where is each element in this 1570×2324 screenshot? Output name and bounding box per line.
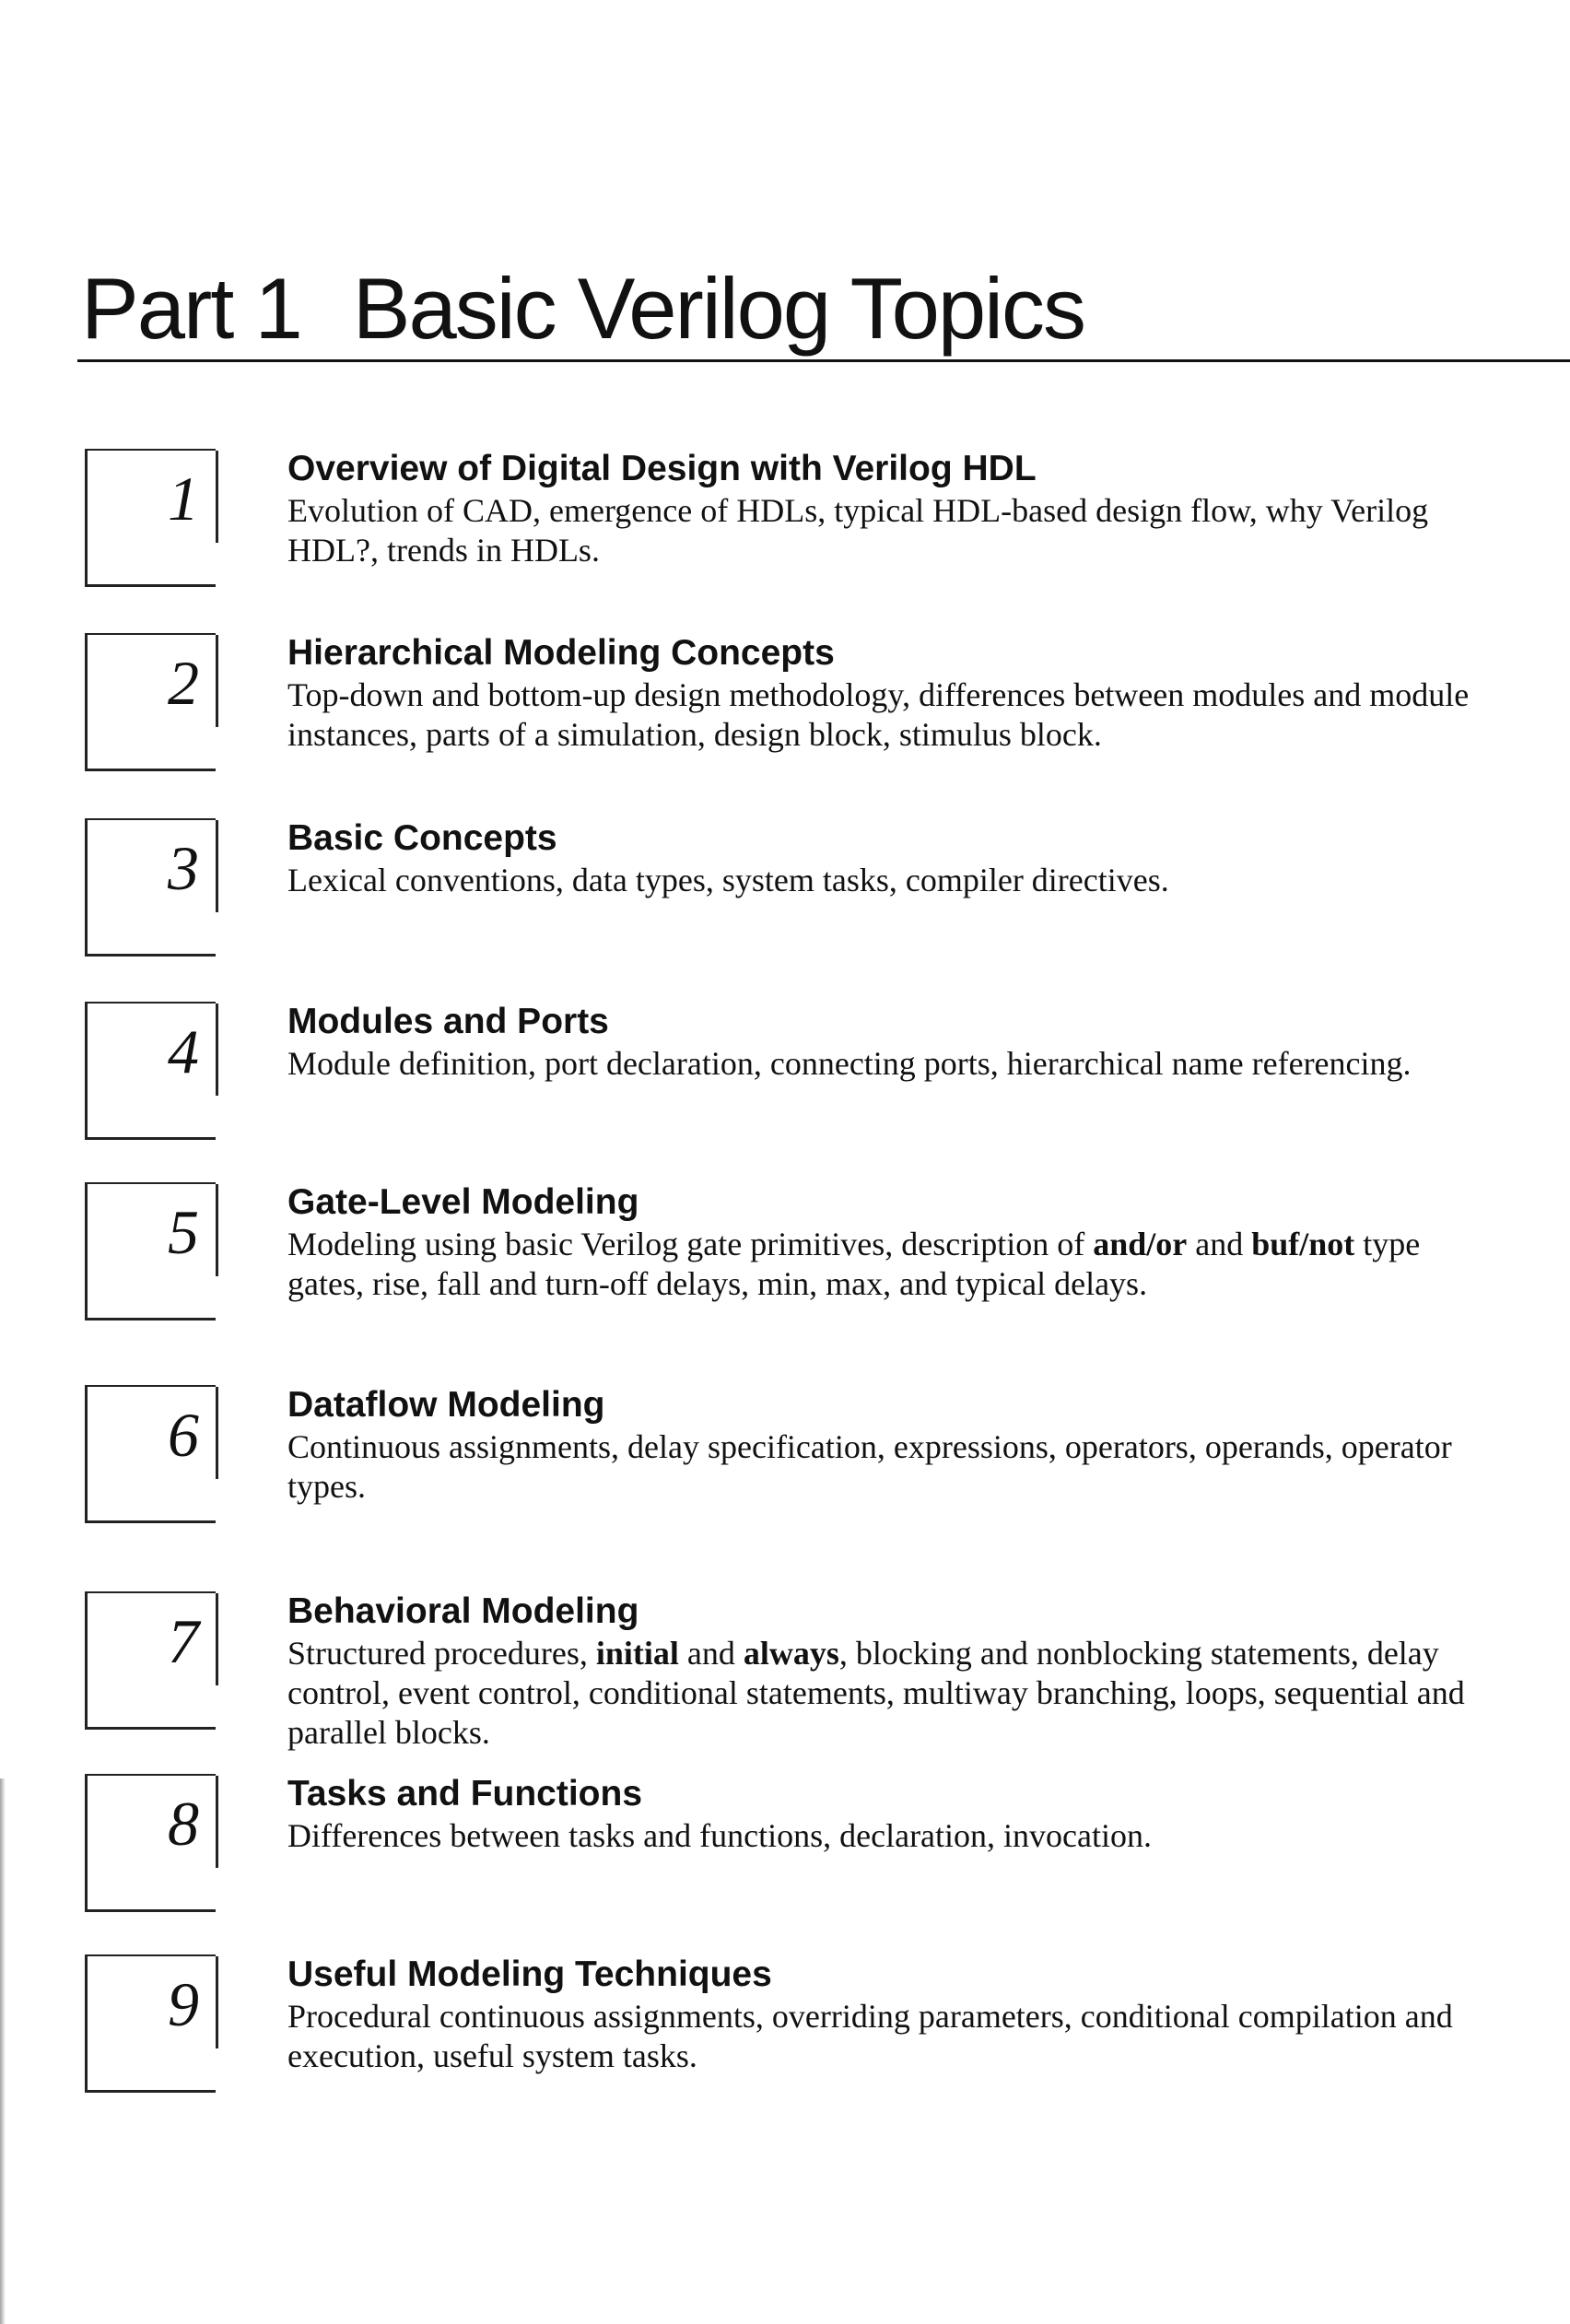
chapter-title: Dataflow Modeling <box>287 1385 605 1425</box>
chapter-description <box>287 1225 1476 1304</box>
chapter-number: 1 <box>168 464 199 534</box>
chapter-number: 9 <box>168 1969 199 2039</box>
chapter-number-box <box>85 1002 216 1140</box>
chapter-title: Tasks and Functions <box>287 1774 643 1813</box>
chapter-description: Differences between tasks and functions, declaration, invocation. <box>287 1817 1153 1854</box>
description-text: type gates, rise, fall and turn-off delays, min, max, and typical delays. <box>287 1226 1421 1302</box>
keyword-buf-not: buf/not <box>1251 1226 1355 1262</box>
chapter-text <box>287 1591 1485 1753</box>
chapter-text <box>287 449 1485 570</box>
chapter-title: Behavioral Modeling <box>287 1591 639 1631</box>
chapter-number-box <box>85 818 216 957</box>
chapter-text <box>287 633 1485 755</box>
chapter-title: Overview of Digital Design with Verilog HDL <box>287 449 1037 488</box>
chapter-description: Lexical conventions, data types, system tasks, compiler directives. <box>287 862 1169 898</box>
chapter-number: 8 <box>168 1789 199 1859</box>
chapter-text <box>287 1182 1485 1304</box>
keyword-initial: initial <box>595 1635 679 1672</box>
chapter-description: Evolution of CAD, emergence of HDLs, typical HDL-based design flow, why Verilog HDL?, trends in HDLs. <box>287 492 1429 569</box>
chapter-number-box <box>85 633 216 771</box>
chapter-title: Hierarchical Modeling Concepts <box>287 633 835 673</box>
chapter-text <box>287 1385 1485 1507</box>
chapter-number: 6 <box>168 1400 199 1470</box>
keyword-always: always <box>743 1635 839 1672</box>
description-text: and <box>1187 1226 1252 1262</box>
chapter-description: Procedural continuous assignments, overriding parameters, conditional compilation and execution, useful system tasks. <box>287 1998 1453 2074</box>
part-heading <box>81 260 1085 357</box>
chapter-title: Modules and Ports <box>287 1002 609 1041</box>
chapter-number-box <box>85 1954 216 2093</box>
chapter-description: Continuous assignments, delay specification, expressions, operators, operands, operator types. <box>287 1428 1452 1505</box>
chapter-number: 5 <box>168 1197 199 1267</box>
chapter-number-box <box>85 1385 216 1523</box>
chapter-number-box <box>85 1774 216 1912</box>
chapter-number-box <box>85 1591 216 1730</box>
chapter-text <box>287 818 1485 900</box>
scan-edge-shadow <box>0 1778 6 2324</box>
chapter-text <box>287 1954 1485 2076</box>
chapter-number-box <box>85 1182 216 1320</box>
chapter-text <box>287 1774 1485 1856</box>
part-title: Basic Verilog Topics <box>352 260 1085 357</box>
description-text: and <box>678 1635 744 1672</box>
chapter-number: 2 <box>168 648 199 718</box>
chapter-title: Basic Concepts <box>287 818 557 858</box>
chapter-number: 7 <box>168 1606 199 1676</box>
chapter-text <box>287 1002 1485 1084</box>
description-text: , blocking and nonblocking statements, delay control, event control, conditional statements, multiway branching, loops, sequential and parallel blocks. <box>287 1635 1465 1751</box>
chapter-number-box <box>85 449 216 587</box>
chapter-description: Module definition, port declaration, connecting ports, hierarchical name referencing. <box>287 1045 1412 1082</box>
chapter-title: Useful Modeling Techniques <box>287 1954 772 1994</box>
keyword-and-or: and/or <box>1093 1226 1188 1262</box>
chapter-number: 3 <box>168 833 199 903</box>
chapter-number: 4 <box>168 1016 199 1086</box>
chapter-title: Gate-Level Modeling <box>287 1182 639 1222</box>
part-label: Part 1 <box>81 260 301 357</box>
description-text: Modeling using basic Verilog gate primitives, description of <box>287 1226 1094 1262</box>
chapter-description: Top-down and bottom-up design methodology, differences between modules and module instances, parts of a simulation, design block, stimulus block. <box>287 676 1470 753</box>
chapter-description <box>287 1634 1476 1753</box>
description-text: Structured procedures, <box>287 1635 596 1672</box>
title-rule <box>77 359 1570 362</box>
